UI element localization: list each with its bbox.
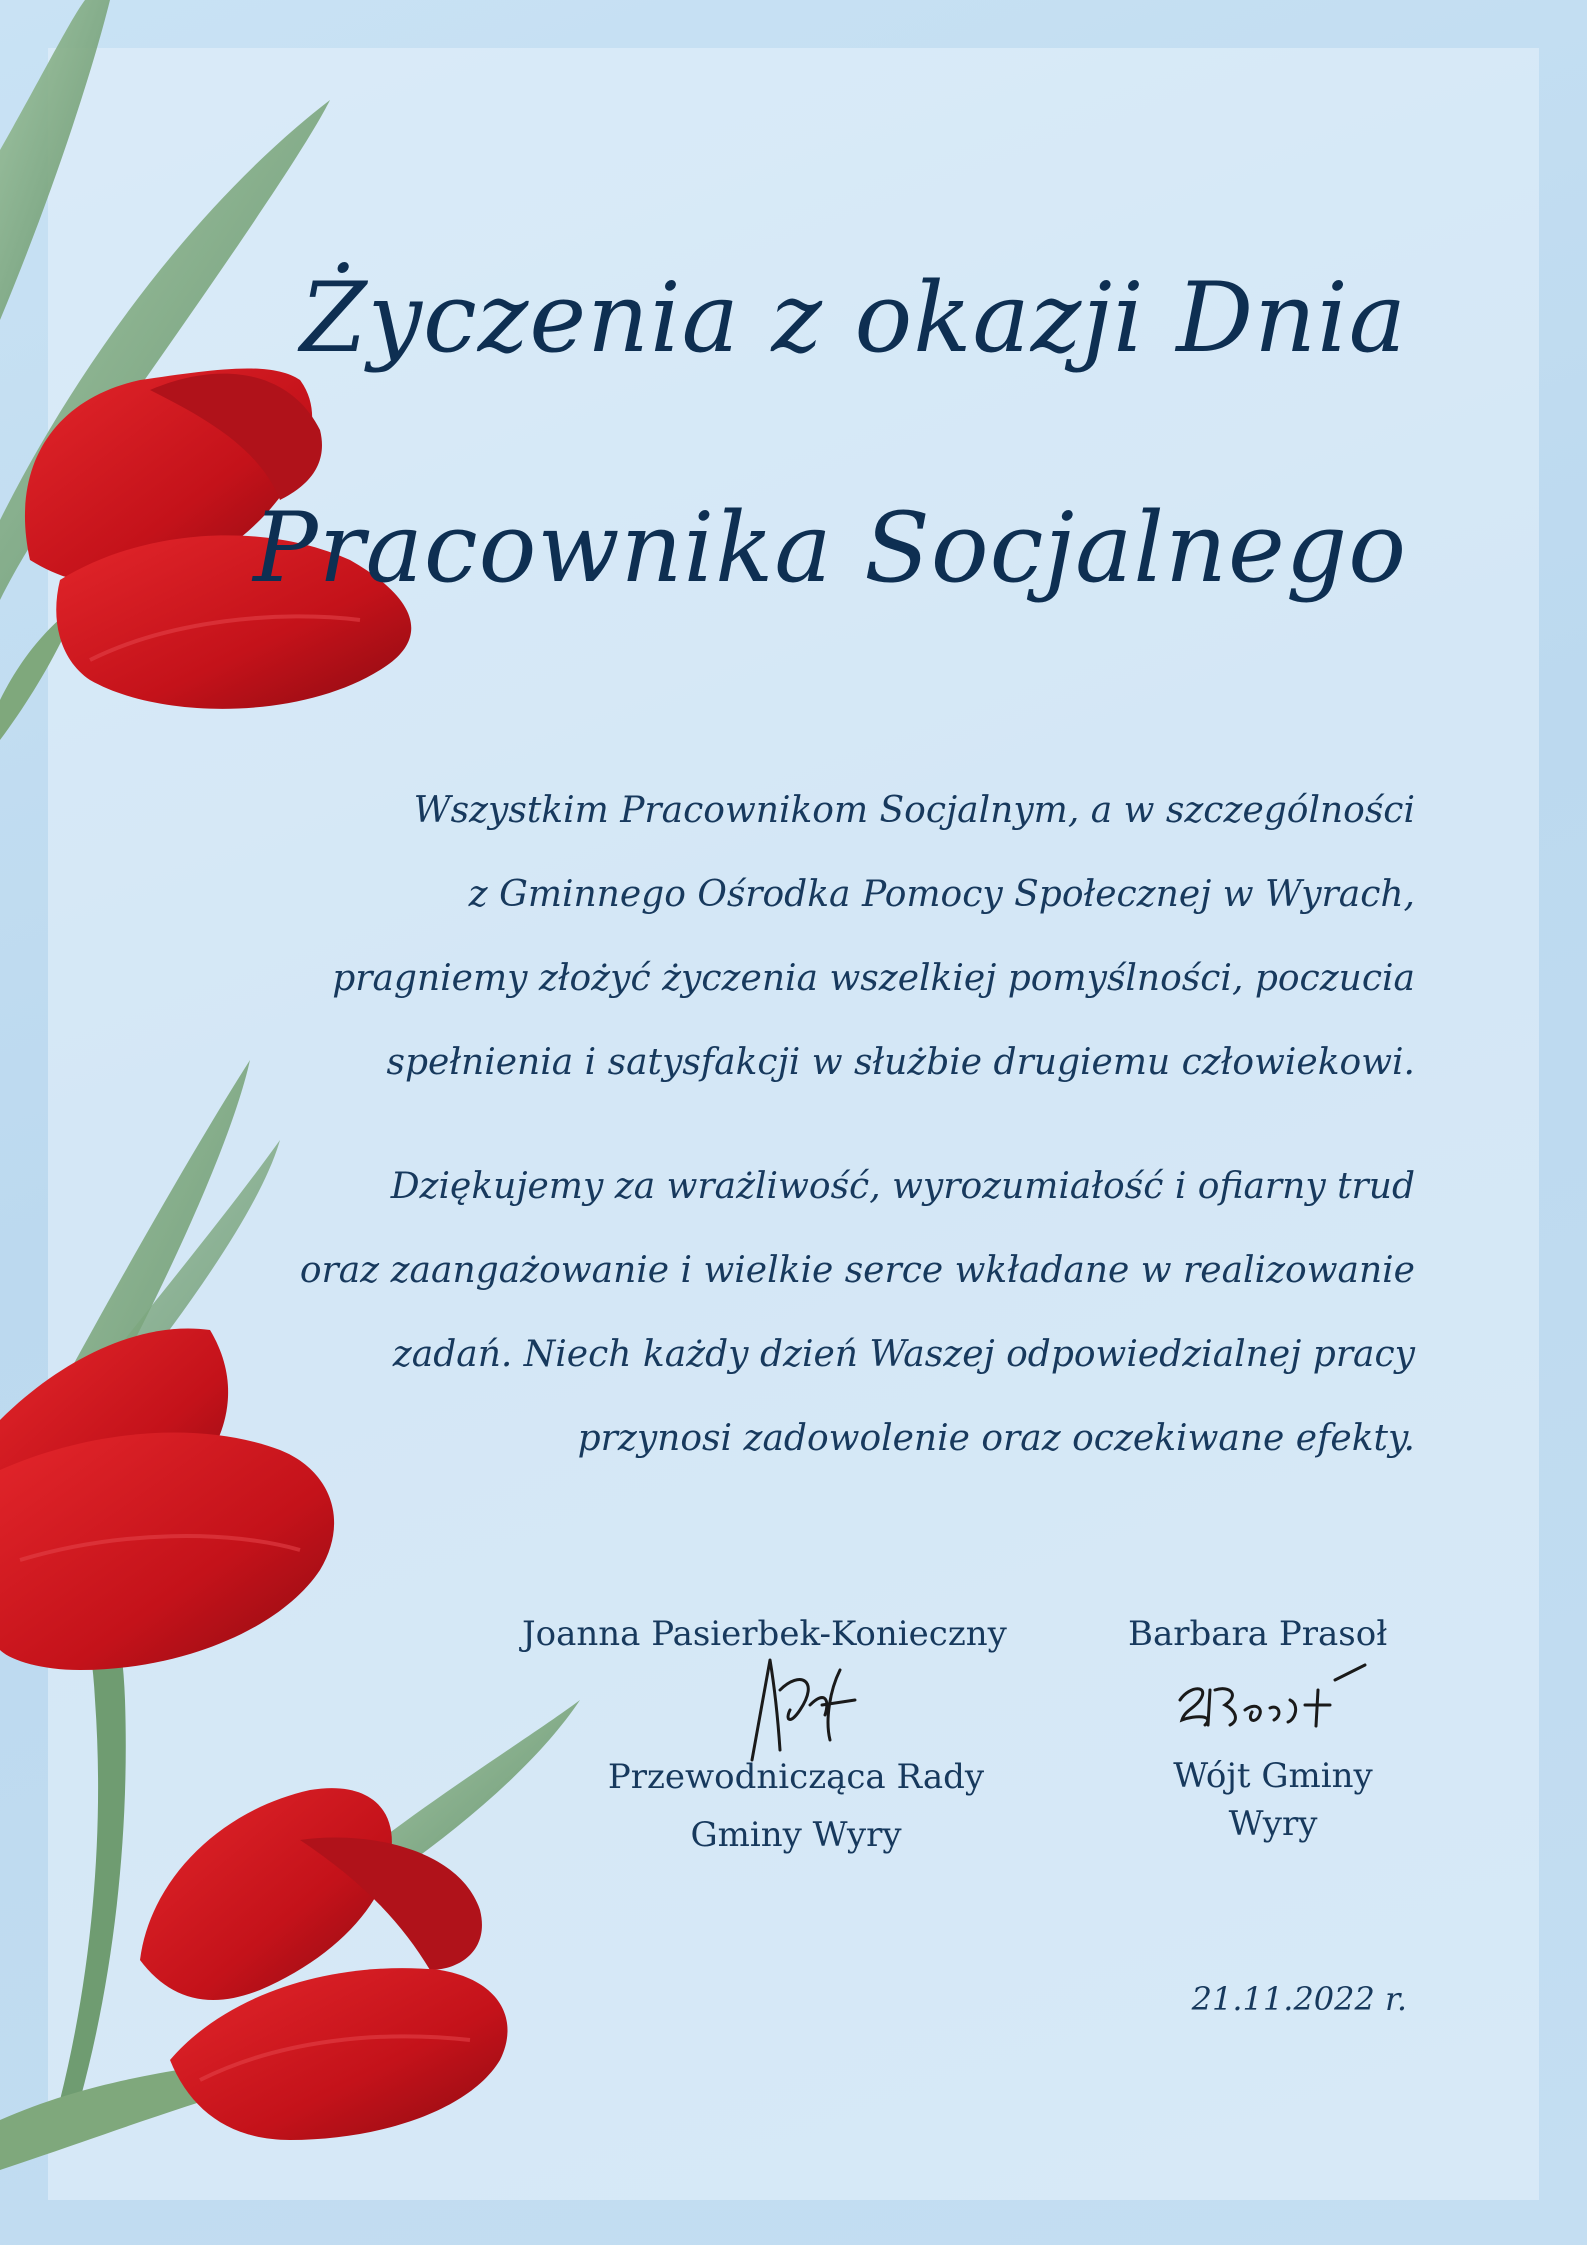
paragraph1-line3: pragniemy złożyć życzenia wszelkiej pomyślności, poczucia: [332, 958, 1415, 999]
signatory-2-role-line1: Wójt Gminy: [1173, 1756, 1373, 1796]
paragraph2-line3: zadań. Niech każdy dzień Waszej odpowiedzialnej pracy: [392, 1334, 1415, 1375]
date: 21.11.2022 r.: [1191, 1980, 1407, 2018]
paragraph1-line1: Wszystkim Pracownikom Socjalnym, a w szczególności: [413, 790, 1415, 831]
title-line-1: Życzenia z okazji Dnia: [300, 262, 1407, 374]
paragraph2-line1: Dziękujemy za wrażliwość, wyrozumiałość i ofiarny trud: [390, 1166, 1415, 1207]
signatory-1-role: [600, 1748, 992, 1864]
signatory-1-role-line2: Gminy Wyry: [690, 1815, 902, 1855]
signatory-2-role-line2: Wyry: [1228, 1804, 1318, 1844]
signatory-2-role: [1158, 1752, 1388, 1848]
signatory-2-name: Barbara Prasoł: [1128, 1614, 1388, 1654]
tulip-bottom: [140, 1788, 508, 2140]
paragraph2-line4: przynosi zadowolenie oraz oczekiwane efekty.: [577, 1418, 1415, 1459]
paragraph2-line2: oraz zaangażowanie i wielkie serce wkładane w realizowanie: [299, 1250, 1415, 1291]
title-line-2: Pracownika Socjalnego: [253, 492, 1407, 604]
paragraph1-line2: z Gminnego Ośrodka Pomocy Społecznej w Wyrach,: [468, 874, 1415, 915]
signatory-1-role-line1: Przewodnicząca Rady: [607, 1757, 985, 1797]
paragraph1-line4: spełnienia i satysfakcji w służbie drugiemu człowiekowi.: [386, 1042, 1415, 1083]
tulip-middle: [0, 1328, 334, 1670]
signature-2: [1170, 1660, 1370, 1740]
signatory-1-name: Joanna Pasierbek-Konieczny: [522, 1614, 1007, 1654]
